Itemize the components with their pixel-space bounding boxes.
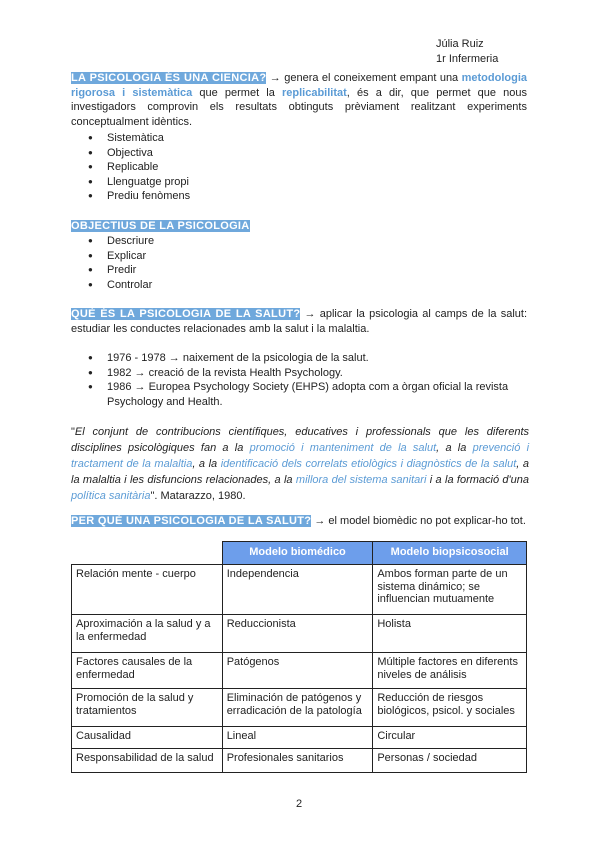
highlight: promoció i manteniment de la salut <box>249 442 437 454</box>
table-cell: Personas / sociedad <box>373 749 527 773</box>
keyword-methodology: metodologia rigorosa i sistemàtica <box>71 72 527 99</box>
list-item: ● Predir <box>71 263 154 278</box>
section-objectives <box>71 219 250 234</box>
text: , a la malaltia i les disfuncions relacionades, a la <box>71 458 530 486</box>
heading-why: PER QUÈ UNA PSICOLOGIA DE LA SALUT? <box>71 515 312 527</box>
heading-objectives: OBJECTIUS DE LA PSICOLOGIA <box>71 220 250 232</box>
heading-health-psychology: QUÈ ÉS LA PSICOLOGIA DE LA SALUT? <box>71 308 301 320</box>
science-list <box>71 131 190 204</box>
header-biomedical: Modelo biomédico <box>222 542 373 565</box>
table-cell: Profesionales sanitarios <box>222 749 373 773</box>
header-course: 1r Infermeria <box>436 53 499 65</box>
table-cell: Factores causales de la enfermedad <box>72 653 223 689</box>
model-comparison-table <box>71 541 527 773</box>
text: , a la <box>192 458 221 470</box>
list-item: ● Objectiva <box>71 146 190 161</box>
heading-science: LA PSICOLOGIA ÉS UNA CIENCIA? <box>71 72 267 84</box>
list-item: ● 1976 - 1978 → naixement de la psicologia de la salut. <box>71 351 527 366</box>
table-row <box>72 727 527 749</box>
table-row <box>72 689 527 727</box>
text: , és a dir, que permet que nous investigadors comprovin els resultats obtinguts prèviament realitzant experiments conceptualment idèntics. <box>71 86 528 128</box>
table-row <box>72 653 527 689</box>
table-cell: Relación mente - cuerpo <box>72 565 223 615</box>
table-row <box>72 749 527 773</box>
highlight: millora del sistema sanitari <box>295 474 427 486</box>
list-item: ● Controlar <box>71 278 154 293</box>
table-cell: Múltiple factores en diferents niveles de análisis <box>373 653 527 689</box>
table-cell: Ambos forman parte de un sistema dinámico; se influencian mutuamente <box>373 565 527 615</box>
table-cell: Promoción de la salud y tratamientos <box>72 689 223 727</box>
list-item: ● Sistemàtica <box>71 131 190 146</box>
list-item: ● Replicable <box>71 160 190 175</box>
text: → el model biomèdic no pot explicar-ho tot. <box>311 515 526 527</box>
text: que permet la <box>192 86 282 99</box>
table-cell: Responsabilidad de la salud <box>72 749 223 773</box>
table-cell: Lineal <box>222 727 373 749</box>
highlight: prevenció i tractament de la malaltia <box>71 442 530 470</box>
page-number: 2 <box>296 798 303 810</box>
table-row <box>72 565 527 615</box>
section-science <box>71 71 527 129</box>
text: El conjunt de contribucions científiques, educatives i professionals que les diferents disciplines psicològiques fan a la <box>71 426 529 454</box>
table-header-row <box>72 542 527 565</box>
table-cell: Aproximación a la salud y a la enfermedad <box>72 615 223 653</box>
table-cell: Holista <box>373 615 527 653</box>
section-why <box>71 514 527 529</box>
header-blank <box>72 542 223 565</box>
table-cell: Independencia <box>222 565 373 615</box>
text: → aplicar la psicologia al camps de la salut: estudiar les conductes relacionades amb la salut i la malaltia. <box>71 308 527 335</box>
list-item: ● Descriure <box>71 234 154 249</box>
table-cell: Causalidad <box>72 727 223 749</box>
history-list <box>71 351 527 409</box>
section-health-psychology <box>71 307 527 336</box>
text: → genera el coneixement empant una <box>266 72 462 84</box>
table-cell: Reduccionista <box>222 615 373 653</box>
highlight: identificació dels correlats etiològics i diagnòstics de la salut <box>220 458 517 470</box>
table-cell: Reducción de riesgos biológicos, psicol. y sociales <box>373 689 527 727</box>
text: ". Matarazzo, 1980. <box>150 490 246 502</box>
list-item: ● Llenguatge propi <box>71 175 190 190</box>
list-item: ● 1986 → Europea Psychology Society (EHPS) adopta com a òrgan oficial la revista Psychology and Health. <box>71 380 527 409</box>
table-cell: Patógenos <box>222 653 373 689</box>
definition-quote <box>71 424 529 504</box>
list-item: ● Prediu fenòmens <box>71 189 190 204</box>
header-biopsychosocial: Modelo biopsicosocial <box>373 542 527 565</box>
table-cell: Circular <box>373 727 527 749</box>
table-cell: Eliminación de patógenos y erradicación de la patología <box>222 689 373 727</box>
table-row <box>72 615 527 653</box>
list-item: ● Explicar <box>71 249 154 264</box>
objectives-list <box>71 234 154 292</box>
header-author: Júlia Ruiz <box>436 38 484 50</box>
keyword-replicability: replicabilitat <box>281 86 347 99</box>
list-item: ● 1982 → creació de la revista Health Psychology. <box>71 366 527 381</box>
text: i a la formació d'una <box>426 474 530 486</box>
text: , a la <box>436 442 473 454</box>
text: " <box>71 426 75 438</box>
highlight: política sanitària <box>71 490 151 502</box>
